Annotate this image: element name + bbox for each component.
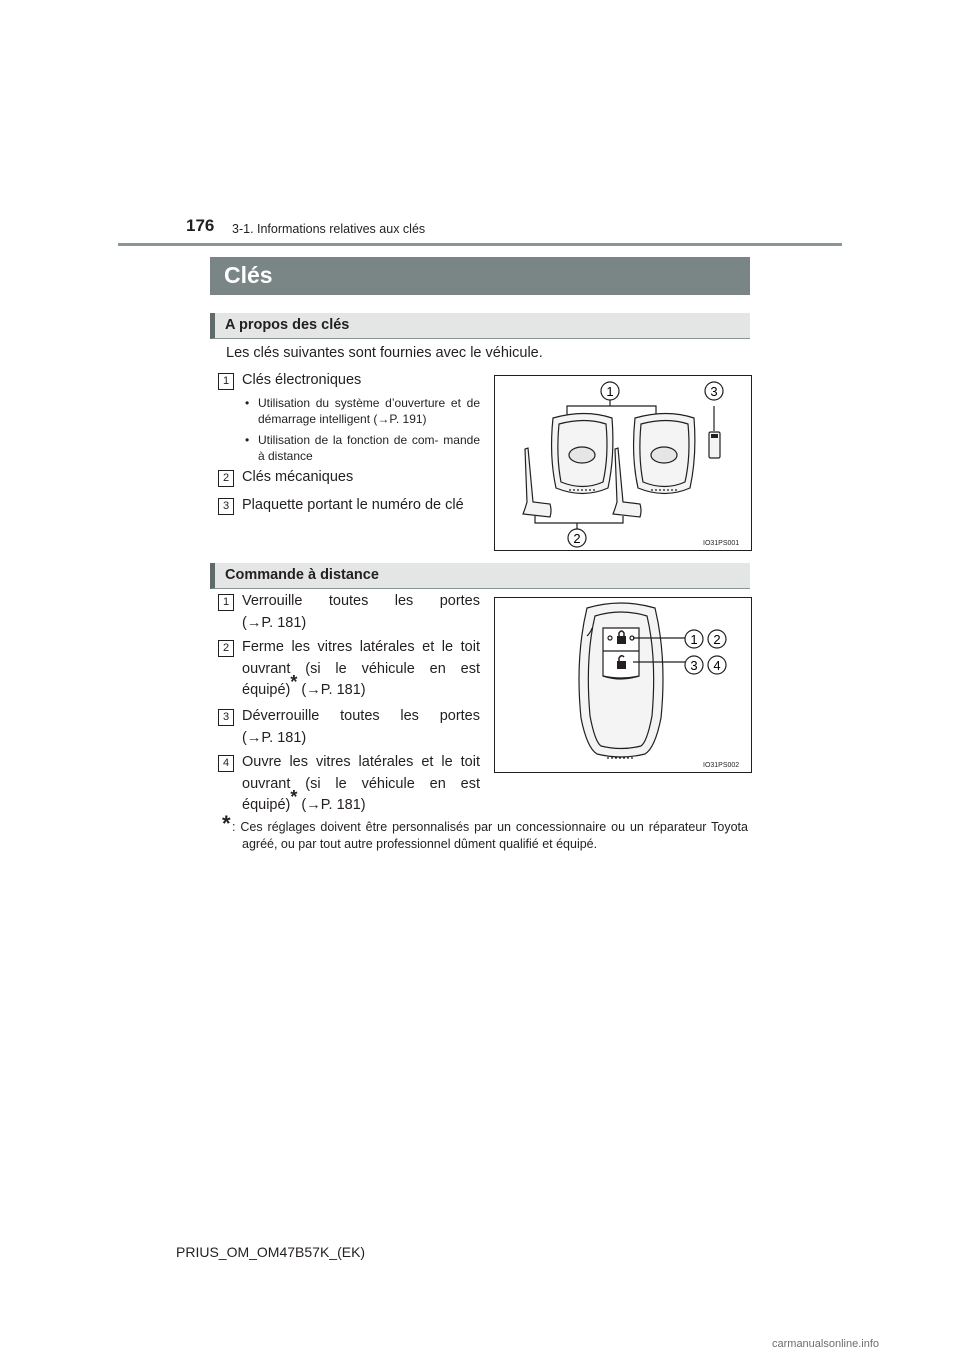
bullet-text: Utilisation du système d’ouverture et de démarrage intelligent (→P. 191)	[258, 396, 480, 426]
remote-item-text: Déverrouille toutes les portes	[242, 708, 480, 724]
item-number: 2	[218, 640, 234, 657]
remote-item-open-windows	[242, 752, 480, 817]
bullet-dot: •	[245, 433, 250, 447]
item-number: 4	[218, 755, 234, 772]
callout-3: 3	[690, 658, 698, 673]
footnote-star-marker: *	[290, 672, 298, 693]
section-title: Clés	[210, 257, 750, 295]
footnote-star-marker: *	[290, 787, 298, 808]
item-number: 3	[218, 709, 234, 726]
running-header: 3-1. Informations relatives aux clés	[232, 222, 426, 236]
remote-illustration	[495, 598, 751, 772]
figure-code: IO31PS001	[703, 540, 740, 547]
bullet-item	[245, 432, 480, 464]
callout-2: 2	[573, 531, 581, 546]
keys-illustration	[495, 376, 751, 550]
figure-remote	[494, 597, 752, 773]
remote-item-unlock	[242, 706, 480, 749]
callout-1: 1	[690, 632, 698, 647]
item-number: 1	[218, 373, 234, 390]
footnote	[222, 811, 748, 853]
header-rule	[118, 243, 842, 246]
bullet-text: Utilisation de la fonction de com- mande à distance	[258, 433, 480, 463]
item-label-electronic-keys: Clés électroniques	[242, 372, 362, 388]
subheading-about-keys: A propos des clés	[210, 313, 750, 339]
callout-4: 4	[713, 658, 721, 673]
intro-text: Les clés suivantes sont fournies avec le véhicule.	[226, 345, 543, 361]
figure-code: IO31PS002	[703, 762, 740, 769]
item-label-key-number-plate: Plaquette portant le numéro de clé	[242, 497, 464, 513]
remote-item-ref: (→P. 181)	[297, 797, 366, 813]
remote-item-ref: (→P. 181)	[297, 682, 366, 698]
remote-item-text: équipé)	[242, 682, 291, 698]
item-label-mechanical-keys: Clés mécaniques	[242, 469, 354, 485]
callout-3: 3	[710, 384, 718, 399]
remote-item-text: Verrouille toutes les portes	[242, 593, 480, 609]
footnote-star: *	[222, 811, 231, 836]
remote-item-close-windows	[242, 637, 480, 702]
remote-item-lock	[242, 591, 480, 634]
remote-item-text: ouvrant (si le véhicule en est	[242, 660, 480, 677]
remote-item-ref: (→P. 181)	[242, 729, 307, 746]
remote-item-text: ouvrant (si le véhicule en est	[242, 775, 480, 792]
callout-1: 1	[606, 384, 614, 399]
footnote-text: : Ces réglages doivent être personnalisés par un concessionnaire ou un réparateur Toyota agréé, ou par tout autre professionnel dûment qualifié et équipé.	[232, 820, 748, 851]
bullet-item	[245, 395, 480, 427]
watermark: carmanualsonline.info	[772, 1338, 880, 1350]
remote-item-ref: (→P. 181)	[242, 614, 307, 631]
callout-2: 2	[713, 632, 721, 647]
figure-keys	[494, 375, 752, 551]
footer-doc-id: PRIUS_OM_OM47B57K_(EK)	[176, 1244, 366, 1260]
remote-item-text: équipé)	[242, 797, 291, 813]
remote-item-text: Ferme les vitres latérales et le toit	[242, 639, 480, 655]
item-number: 2	[218, 470, 234, 487]
page-number: 176	[186, 216, 215, 235]
subheading-remote-control: Commande à distance	[210, 563, 750, 589]
bullet-dot: •	[245, 396, 250, 410]
item-number: 3	[218, 498, 234, 515]
remote-item-text: Ouvre les vitres latérales et le toit	[242, 754, 480, 770]
item-number: 1	[218, 594, 234, 611]
